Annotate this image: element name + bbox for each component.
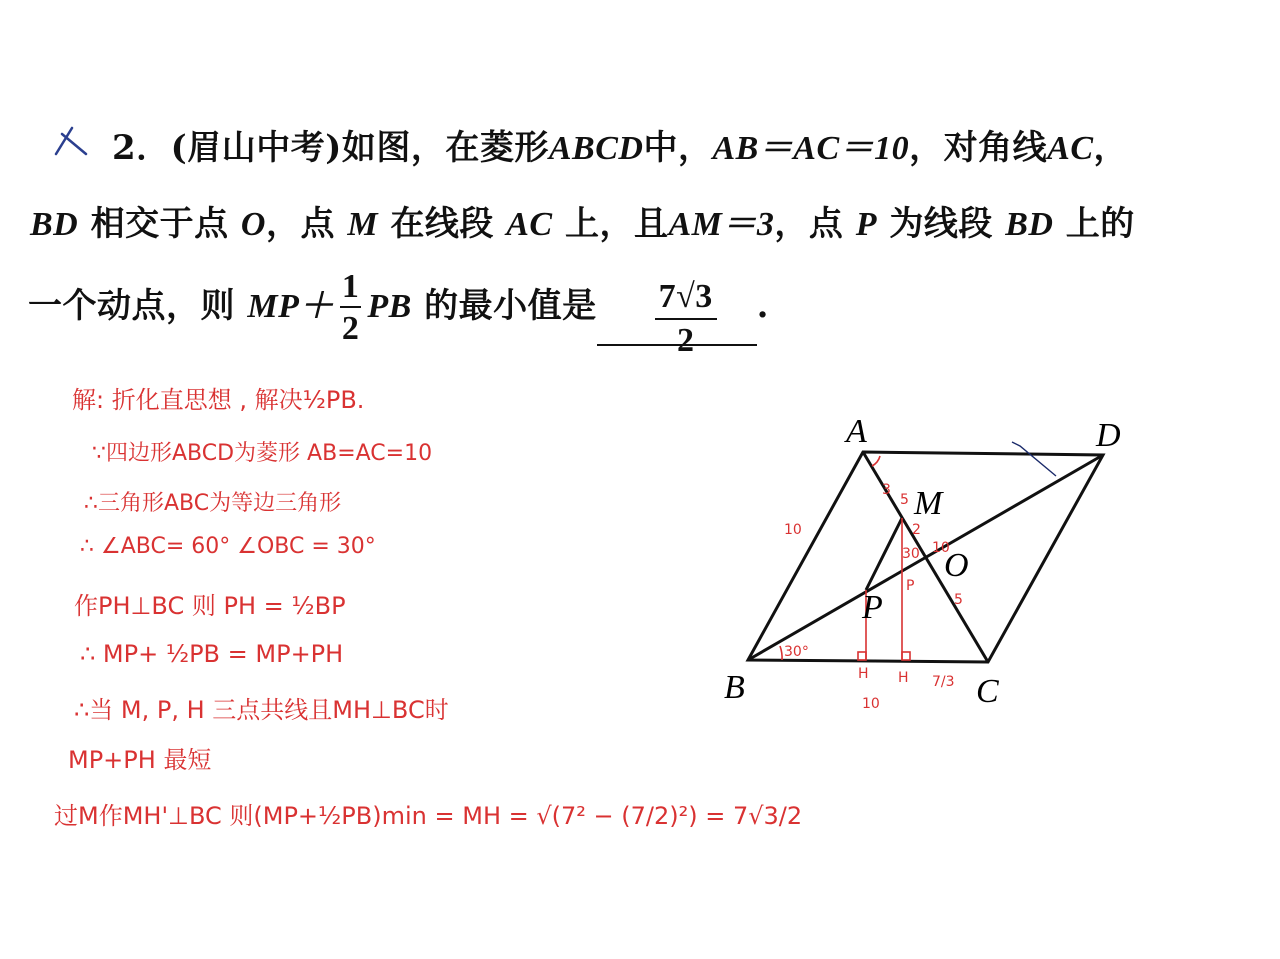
problem-text: ， xyxy=(1093,128,1129,168)
right-angle-mark xyxy=(858,652,866,660)
solution-line-4: ∴ ∠ABC= 60° ∠OBC = 30° xyxy=(80,534,376,559)
solution-line-6: ∴ MP+ ½PB = MP+PH xyxy=(80,640,344,668)
check-mark-icon xyxy=(52,120,92,160)
note-oc: 5 xyxy=(954,592,963,608)
label-d: D xyxy=(1096,417,1121,454)
solution-line-7: ∴当 M, P, H 三点共线且MH⊥BC时 xyxy=(74,696,449,724)
problem-text: 相交于点 xyxy=(90,204,229,244)
answer-blank xyxy=(597,278,757,359)
point-m: M xyxy=(347,206,379,243)
solution-line-9: 过M作MH'⊥BC 则(MP+½PB)min = MH = √(7² − (7/2)²) = 7√3/2 xyxy=(54,802,803,830)
problem-source: (眉山中考) xyxy=(170,128,342,168)
label-c: C xyxy=(976,673,999,710)
given-equation: AB＝AC＝10 xyxy=(712,130,910,167)
label-a: A xyxy=(846,413,867,450)
problem-text: 上的 xyxy=(1065,204,1135,244)
note-p-red: P xyxy=(906,578,915,594)
point-o: O xyxy=(240,206,266,243)
solution-line-1: 解: 折化直思想 , 解决½PB. xyxy=(72,386,365,414)
problem-number: 2． xyxy=(112,128,171,168)
problem-text: 中， xyxy=(643,128,713,168)
problem-text: ，对角线 xyxy=(909,128,1048,168)
note-angle-o: 10 xyxy=(932,540,950,556)
problem-line-2 xyxy=(30,196,1135,245)
problem-text: 的最小值是 xyxy=(424,286,597,326)
problem-text: 如图，在菱形 xyxy=(341,128,549,168)
label-m: M xyxy=(914,485,943,522)
problem-text: ，点 xyxy=(774,204,844,244)
answer-fraction: $\frac{7√3}{2}$ xyxy=(655,278,717,360)
expr-mp: MP＋ xyxy=(247,288,334,325)
problem-text: 为线段 xyxy=(889,204,993,244)
label-b: B xyxy=(724,669,745,706)
note-angle-b: 30° xyxy=(784,644,809,660)
given-am: AM＝3 xyxy=(668,206,775,243)
expr-pb: PB xyxy=(367,288,412,325)
note-am: 3 xyxy=(882,482,891,498)
note-m2: 2 xyxy=(912,522,921,538)
rhombus-figure xyxy=(700,400,1170,730)
note-angle-m: 30 xyxy=(902,546,920,562)
segment-ac: AC xyxy=(1047,130,1094,167)
label-p: P xyxy=(862,589,883,626)
segment-mp xyxy=(866,518,902,590)
right-angle-mark xyxy=(902,652,910,660)
problem-text: . xyxy=(756,286,769,326)
solution-line-2: ∵四边形ABCD为菱形 AB=AC=10 xyxy=(92,441,433,466)
note-bh-length: 10 xyxy=(862,696,880,712)
note-h2: H xyxy=(898,670,909,686)
problem-text: 上，且 xyxy=(564,204,669,244)
segment-bd: BD xyxy=(30,206,79,243)
rhombus-name: ABCD xyxy=(548,130,644,167)
segment-bd: BD xyxy=(1005,206,1054,243)
angle-arc-b xyxy=(780,646,782,660)
note-mo: 5 xyxy=(900,492,909,508)
half-fraction: $\frac{1}{2}$ xyxy=(341,268,360,347)
problem-line-3 xyxy=(28,270,769,360)
problem-text: 在线段 xyxy=(390,204,494,244)
label-o: O xyxy=(944,547,969,584)
solution-line-8: MP+PH 最短 xyxy=(68,746,212,774)
problem-text: 一个动点，则 xyxy=(28,286,235,326)
pen-stroke xyxy=(1012,442,1056,476)
problem-text: ，点 xyxy=(265,204,335,244)
problem-line-1 xyxy=(112,120,1128,169)
point-p: P xyxy=(855,206,877,243)
note-ab-length: 10 xyxy=(784,522,802,538)
solution-line-5: 作PH⊥BC 则 PH = ½BP xyxy=(74,592,346,620)
solution-line-3: ∴三角形ABC为等边三角形 xyxy=(84,491,342,516)
note-hc-length: 7/3 xyxy=(932,674,955,690)
note-h1: H xyxy=(858,666,869,682)
angle-arc-a xyxy=(872,456,880,466)
segment-ac: AC xyxy=(506,206,553,243)
